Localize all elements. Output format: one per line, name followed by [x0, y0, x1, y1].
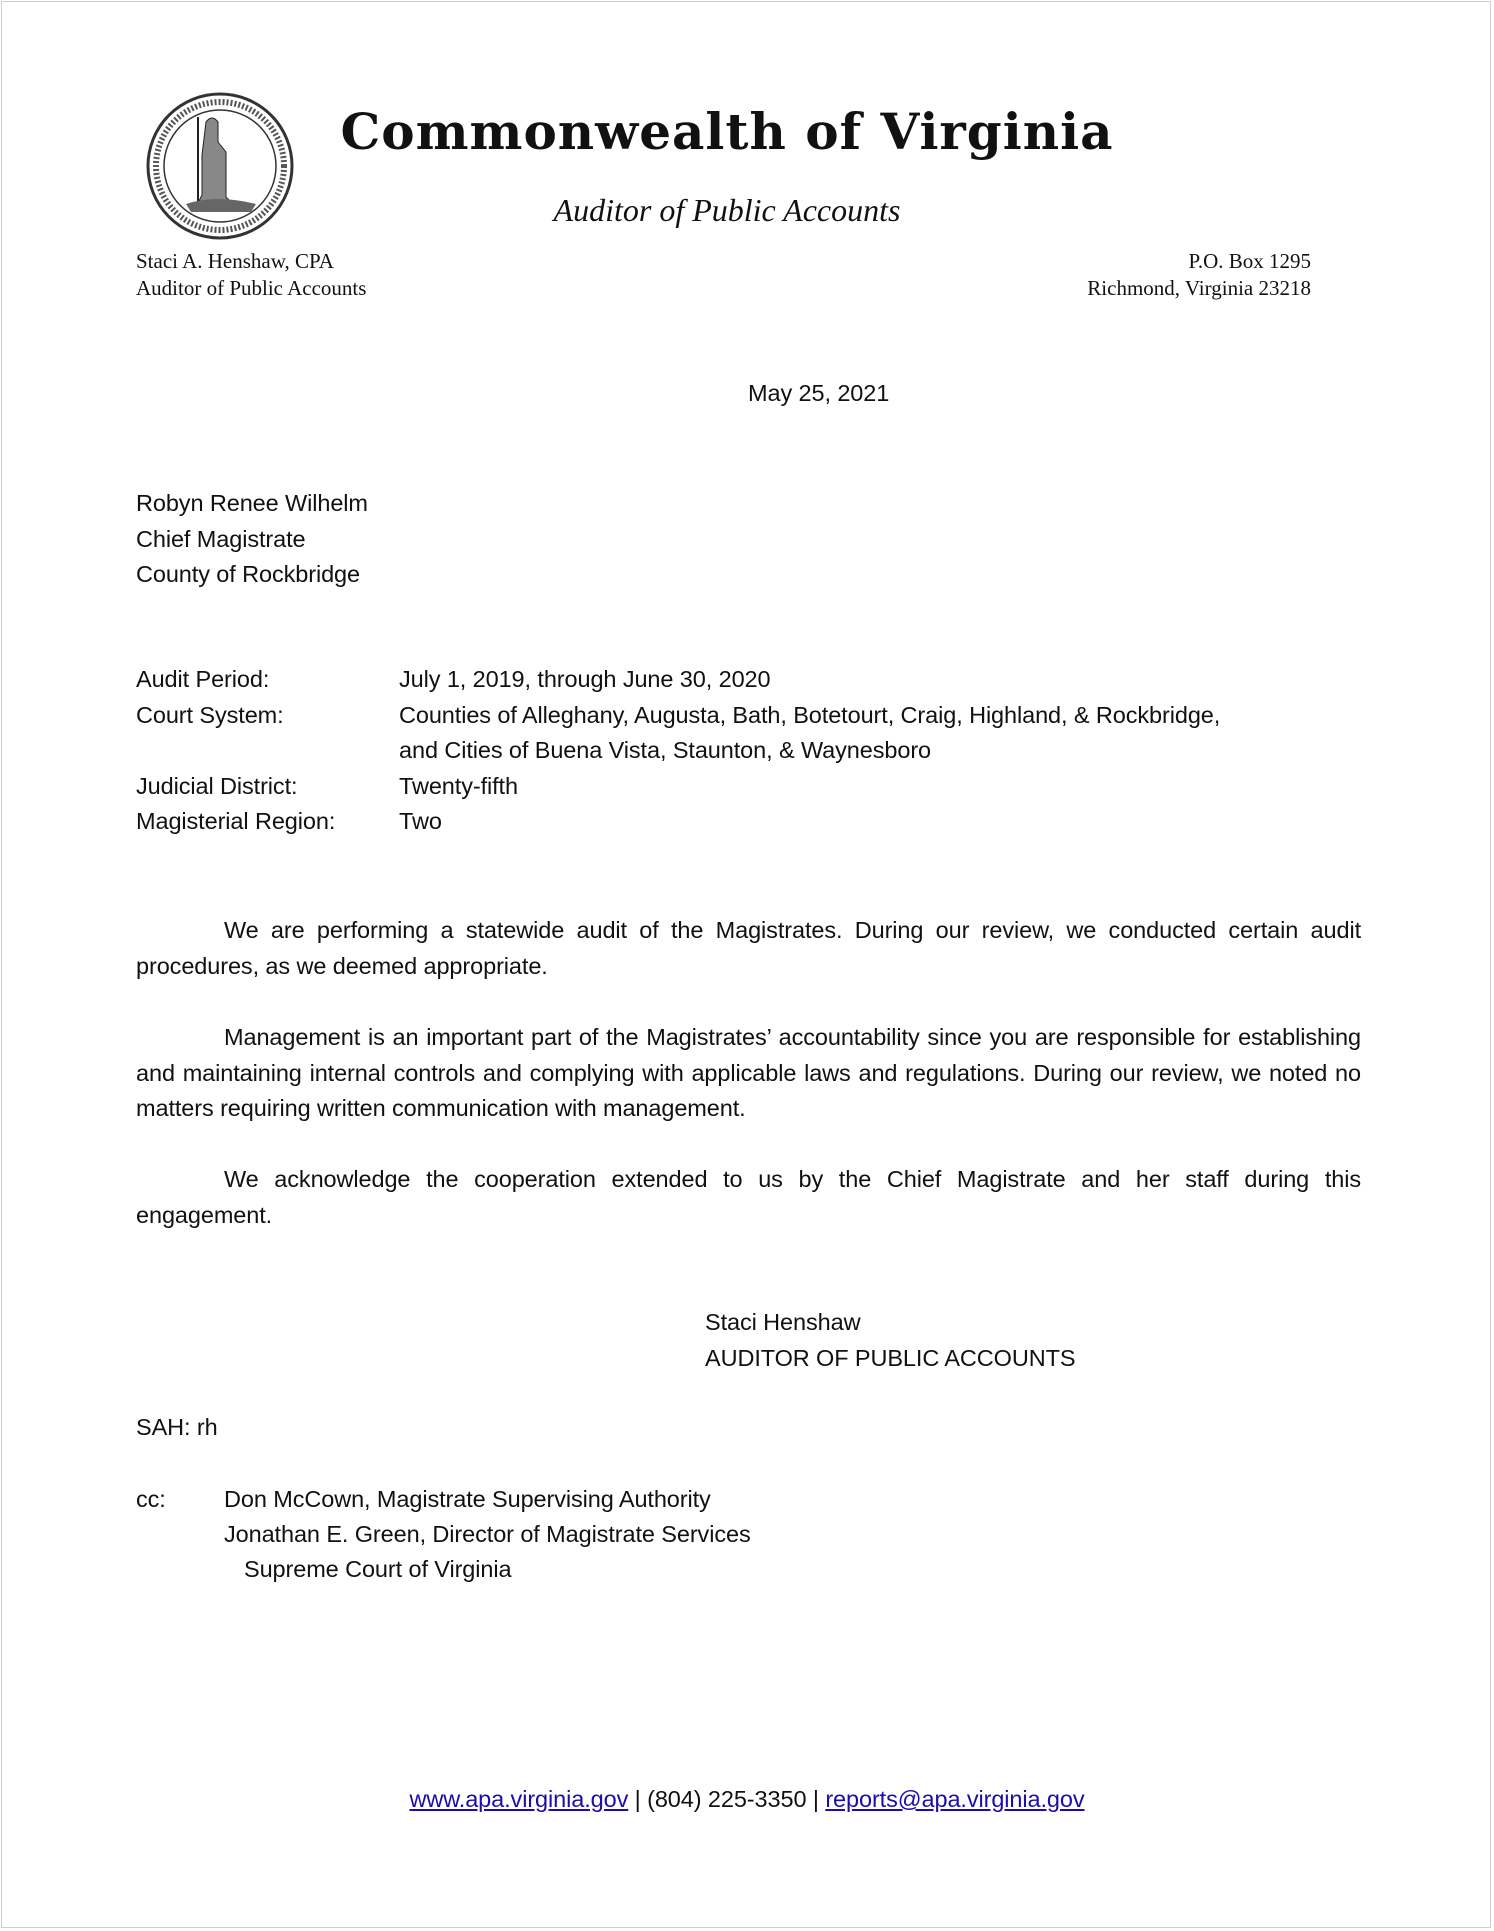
- paragraph-3-text: We acknowledge the cooperation extended to us by the Chief Magistrate and her staff during this engagement.: [136, 1166, 1361, 1228]
- mailing-address: [1087, 248, 1311, 302]
- signer-name: Staci Henshaw: [705, 1309, 861, 1335]
- paragraph-3: [136, 1162, 1361, 1233]
- recipient-block: [136, 486, 368, 593]
- footer: [2, 1784, 1492, 1814]
- recipient-name: Robyn Renee Wilhelm: [136, 490, 368, 516]
- magisterial-region-label: Magisterial Region:: [136, 808, 336, 834]
- footer-separator: |: [812, 1786, 819, 1812]
- court-system-value-cont: and Cities of Buena Vista, Staunton, & Waynesboro: [399, 737, 932, 763]
- sender-title: Auditor of Public Accounts: [136, 276, 367, 300]
- judicial-district-label: Judicial District:: [136, 773, 298, 799]
- cc-label: cc:: [136, 1486, 166, 1512]
- paragraph-1: [136, 913, 1361, 984]
- footer-separator: |: [634, 1786, 641, 1812]
- letterhead-subtitle: Auditor of Public Accounts: [553, 192, 901, 228]
- initials: SAH: rh: [136, 1414, 218, 1440]
- sender-name: Staci A. Henshaw, CPA: [136, 249, 334, 273]
- audit-period-label: Audit Period:: [136, 666, 270, 692]
- phone-number: (804) 225-3350: [647, 1786, 807, 1812]
- audit-period-value: July 1, 2019, through June 30, 2020: [399, 666, 771, 692]
- signer-title: AUDITOR OF PUBLIC ACCOUNTS: [705, 1344, 1076, 1371]
- website-link[interactable]: www.apa.virginia.gov: [409, 1786, 629, 1812]
- letterhead-title: Commonwealth of Virginia: [340, 102, 1114, 161]
- paragraph-2-text: Management is an important part of the Magistrates’ accountability since you are responsible for establishing and maintaining internal controls and complying with applicable laws and regulations. During our review, we noted no matters requiring written communication with management.: [136, 1024, 1361, 1121]
- po-box: P.O. Box 1295: [1188, 249, 1311, 273]
- cc-recipient-2-org: Supreme Court of Virginia: [244, 1556, 512, 1582]
- court-system-value: Counties of Alleghany, Augusta, Bath, Botetourt, Craig, Highland, & Rockbridge,: [399, 702, 1221, 728]
- court-system-label: Court System:: [136, 702, 284, 728]
- letter-date: May 25, 2021: [748, 380, 890, 406]
- magisterial-region-value: Two: [399, 808, 442, 834]
- recipient-county: County of Rockbridge: [136, 561, 360, 587]
- sender-address: [136, 248, 366, 302]
- email-link[interactable]: reports@apa.virginia.gov: [825, 1786, 1085, 1812]
- paragraph-1-text: We are performing a statewide audit of the Magistrates. During our review, we conducted certain audit procedures, as we deemed appropriate.: [136, 917, 1361, 979]
- paragraph-2: [136, 1020, 1361, 1127]
- letter-page: [1, 1, 1491, 1928]
- cc-recipient-2: Jonathan E. Green, Director of Magistrate Services: [224, 1521, 751, 1547]
- recipient-title: Chief Magistrate: [136, 525, 306, 552]
- cc-recipient-1: Don McCown, Magistrate Supervising Authority: [224, 1486, 711, 1512]
- signature-block: [705, 1305, 1075, 1376]
- city-state-zip: Richmond, Virginia 23218: [1087, 276, 1311, 300]
- judicial-district-value: Twenty-fifth: [399, 773, 518, 799]
